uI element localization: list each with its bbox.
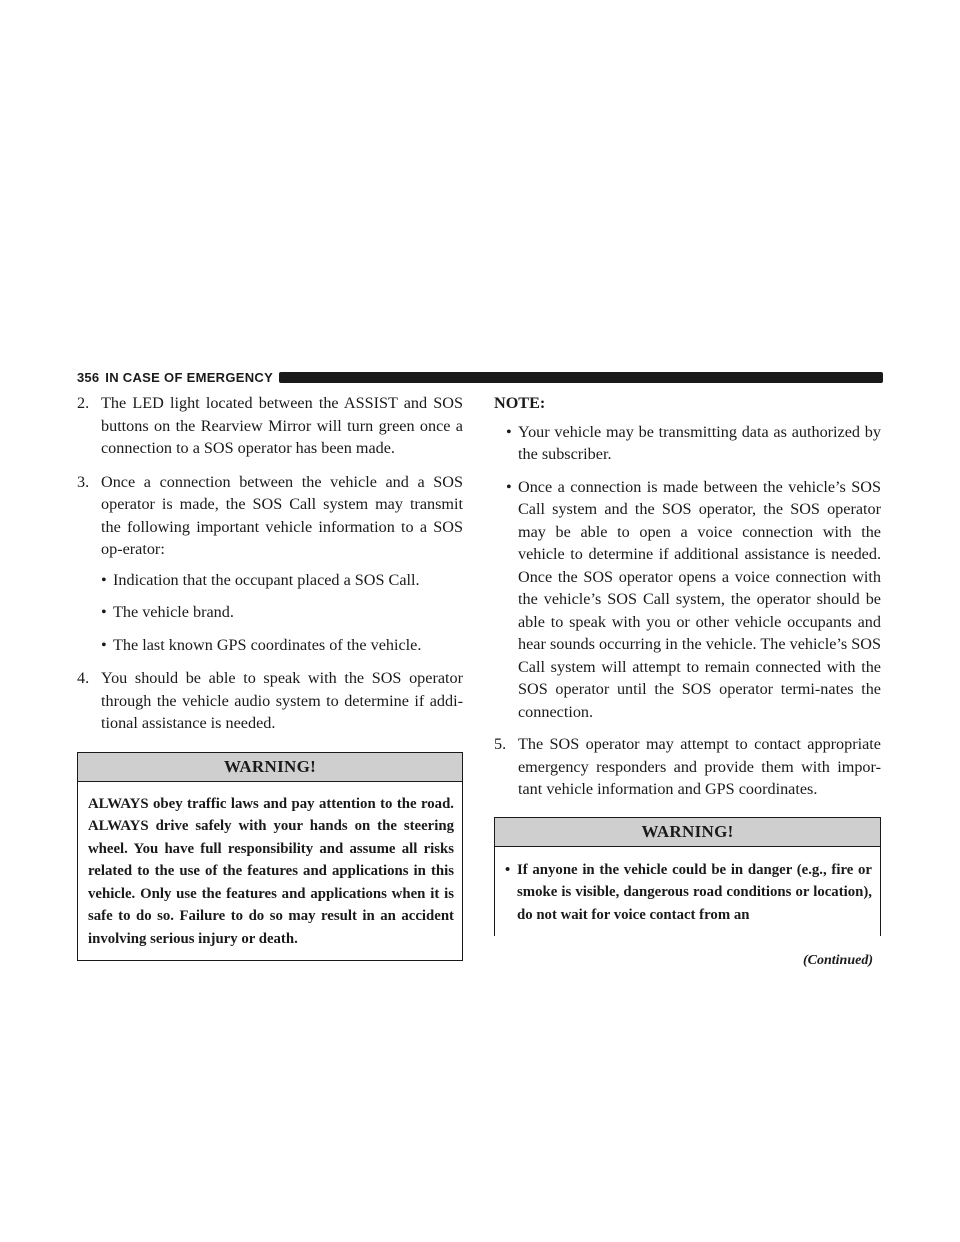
sub-bullet xyxy=(101,569,463,592)
bullet-icon: • xyxy=(101,603,107,621)
warning-box xyxy=(77,752,463,961)
item-number: 5. xyxy=(494,735,507,753)
bullet-text: Your vehicle may be transmitting data as authorized by the subscriber. xyxy=(518,422,881,463)
list-item-3 xyxy=(77,471,463,657)
bullet-text: If anyone in the vehicle could be in danger (e.g., fire or smoke is visible, dangerous road conditions or location), do not wait for voice contact from an xyxy=(517,861,872,923)
warning-text xyxy=(495,847,880,937)
sub-bullet-list xyxy=(101,569,463,657)
list-item-5 xyxy=(494,733,881,801)
bullet-icon: • xyxy=(506,477,512,496)
item-number: 3. xyxy=(77,472,90,491)
bullet-text: Indication that the occupant placed a SOS Call. xyxy=(113,570,420,589)
left-column xyxy=(77,392,463,961)
bullet-icon: • xyxy=(506,422,512,441)
page-header xyxy=(77,369,883,386)
note-bullet xyxy=(506,476,881,724)
bullet-text: Once a connection is made between the vehicle’s SOS Call system and the SOS operator, the SOS operator may be able to open a voice connection with the vehicle to determine if additional assistance is needed. Once the SOS operator opens a voice connection with the vehicle’s SOS Call system, the operator should be able to speak with you or other vehicle occupants and hear sounds occurring in the vehicle. The vehicle’s SOS Call system will attempt to remain connected with the SOS operator until the SOS operator termi-nates the connection. xyxy=(518,477,881,721)
note-bullet-list xyxy=(494,421,881,724)
list-item-2 xyxy=(77,392,463,460)
note-label: NOTE: xyxy=(494,394,546,412)
section-title: IN CASE OF EMERGENCY xyxy=(105,370,274,385)
warning-title: WARNING! xyxy=(495,818,880,847)
right-column xyxy=(494,392,881,973)
bullet-text: The last known GPS coordinates of the vehicle. xyxy=(113,635,422,654)
warning-bullet xyxy=(505,859,872,927)
warning-text: ALWAYS obey traffic laws and pay attention to the road. ALWAYS drive safely with your hands on the steering wheel. You have full responsibility and assume all risks related to the use of the features and applications in this vehicle. Only use the features and applications when it is safe to do so. Failure to do so may result in an accident involving serious injury or death. xyxy=(88,795,454,948)
sub-bullet xyxy=(101,634,463,657)
page-number: 356 xyxy=(77,370,100,385)
sub-bullet xyxy=(101,601,463,624)
list-item-4 xyxy=(77,667,463,735)
item-text: The LED light located between the ASSIST and SOS buttons on the Rearview Mirror will turn green once a connection to a SOS operator has been made. xyxy=(101,394,463,457)
item-text: Once a connection between the vehicle and a SOS operator is made, the SOS Call system may transmit the following important vehicle information to a SOS op-erator: xyxy=(101,472,463,558)
item-text: You should be able to speak with the SOS operator through the vehicle audio system to determine if addi-tional assistance is needed. xyxy=(101,669,463,732)
warning-title: WARNING! xyxy=(78,753,462,782)
item-number: 4. xyxy=(77,669,90,687)
bullet-icon: • xyxy=(101,570,107,589)
bullet-icon: • xyxy=(101,635,107,654)
item-text: The SOS operator may attempt to contact appropriate emergency responders and provide them with impor-tant vehicle information and GPS coordinates. xyxy=(518,735,881,798)
item-number: 2. xyxy=(77,394,90,412)
bullet-text: The vehicle brand. xyxy=(113,603,234,621)
warning-box xyxy=(494,817,881,937)
continued-label: (Continued) xyxy=(802,953,873,969)
bullet-icon: • xyxy=(505,861,511,878)
note-bullet xyxy=(506,421,881,466)
header-rule xyxy=(279,372,883,383)
